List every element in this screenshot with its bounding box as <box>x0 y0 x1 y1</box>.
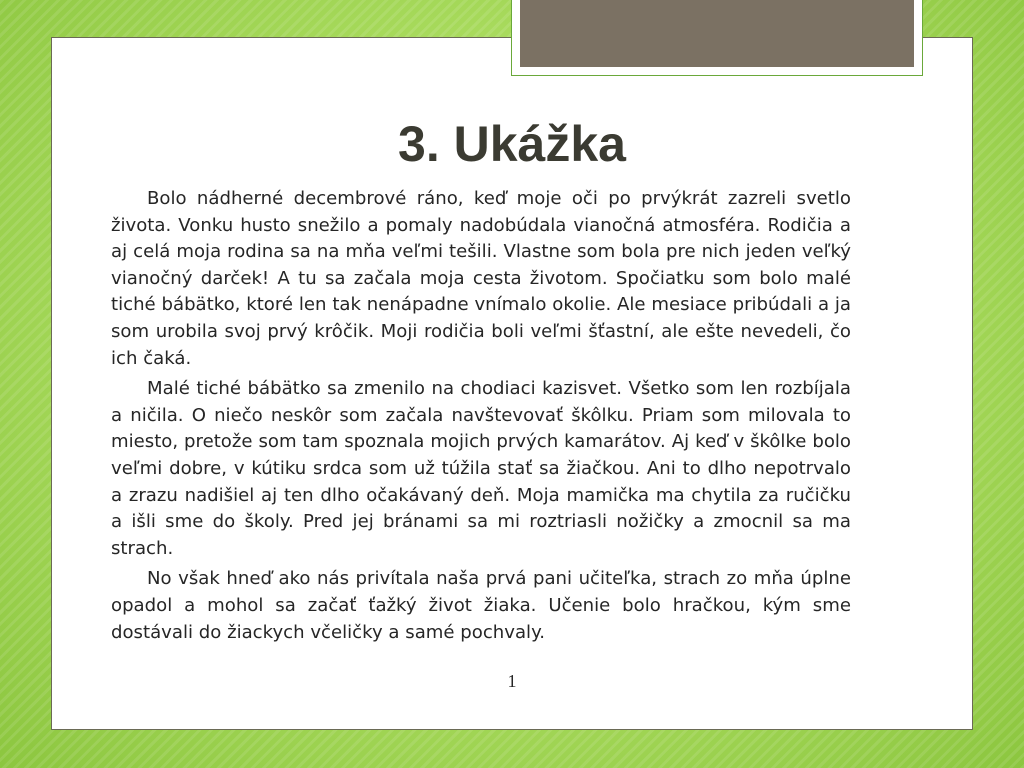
paragraph-1: Bolo nádherné decembrové ráno, keď moje oči po prvýkrát zazreli svetlo života. Vonku husto snežilo a pomaly nadobúdala vianočná atmosféra. Rodičia a aj celá moja rodina sa na mňa veľmi tešili. Vlastne som bola pre nich jeden veľký vianočný darček! A tu sa začala moja cesta životom. Spočiatku som bolo malé tiché bábätko, ktoré len tak nenápadne vnímalo okolie. Ale mesiace pribúdali a ja som urobila svoj prvý krôčik. Moji rodičia boli veľmi šťastní, ale ešte nevedeli, čo ich čaká. <box>111 188 851 369</box>
paragraph-2: Malé tiché bábätko sa zmenilo na chodiaci kazisvet. Všetko som len rozbíjala a ničila. O niečo neskôr som začala navštevovať škôlku. Priam som milovala to miesto, pretože som tam spoznala mojich prvých kamarátov. Aj keď v škôlke bolo veľmi dobre, v kútiku srdca som už túžila stať sa žiačkou. Ani to dlho nepotrvalo a zrazu nadišiel aj ten dlho očakávaný deň. Moja mamička ma chytila za ručičku a išli sme do školy. Pred jej bránami sa mi roztriasli nožičky a zmocnil sa ma strach. <box>111 378 851 559</box>
page-number: 1 <box>507 671 517 691</box>
decorative-header-tab-fill <box>520 0 914 67</box>
paragraph-3: No však hneď ako nás privítala naša prvá pani učiteľka, strach zo mňa úplne opadol a mohol sa začať ťažký život žiaka. Učenie bolo hračkou, kým sme dostávali do žiackych včeličky a samé pochvaly. <box>111 568 851 643</box>
decorative-header-tab <box>511 0 923 76</box>
slide-title: 3. Ukážka <box>398 116 626 172</box>
slide-body <box>111 186 851 650</box>
